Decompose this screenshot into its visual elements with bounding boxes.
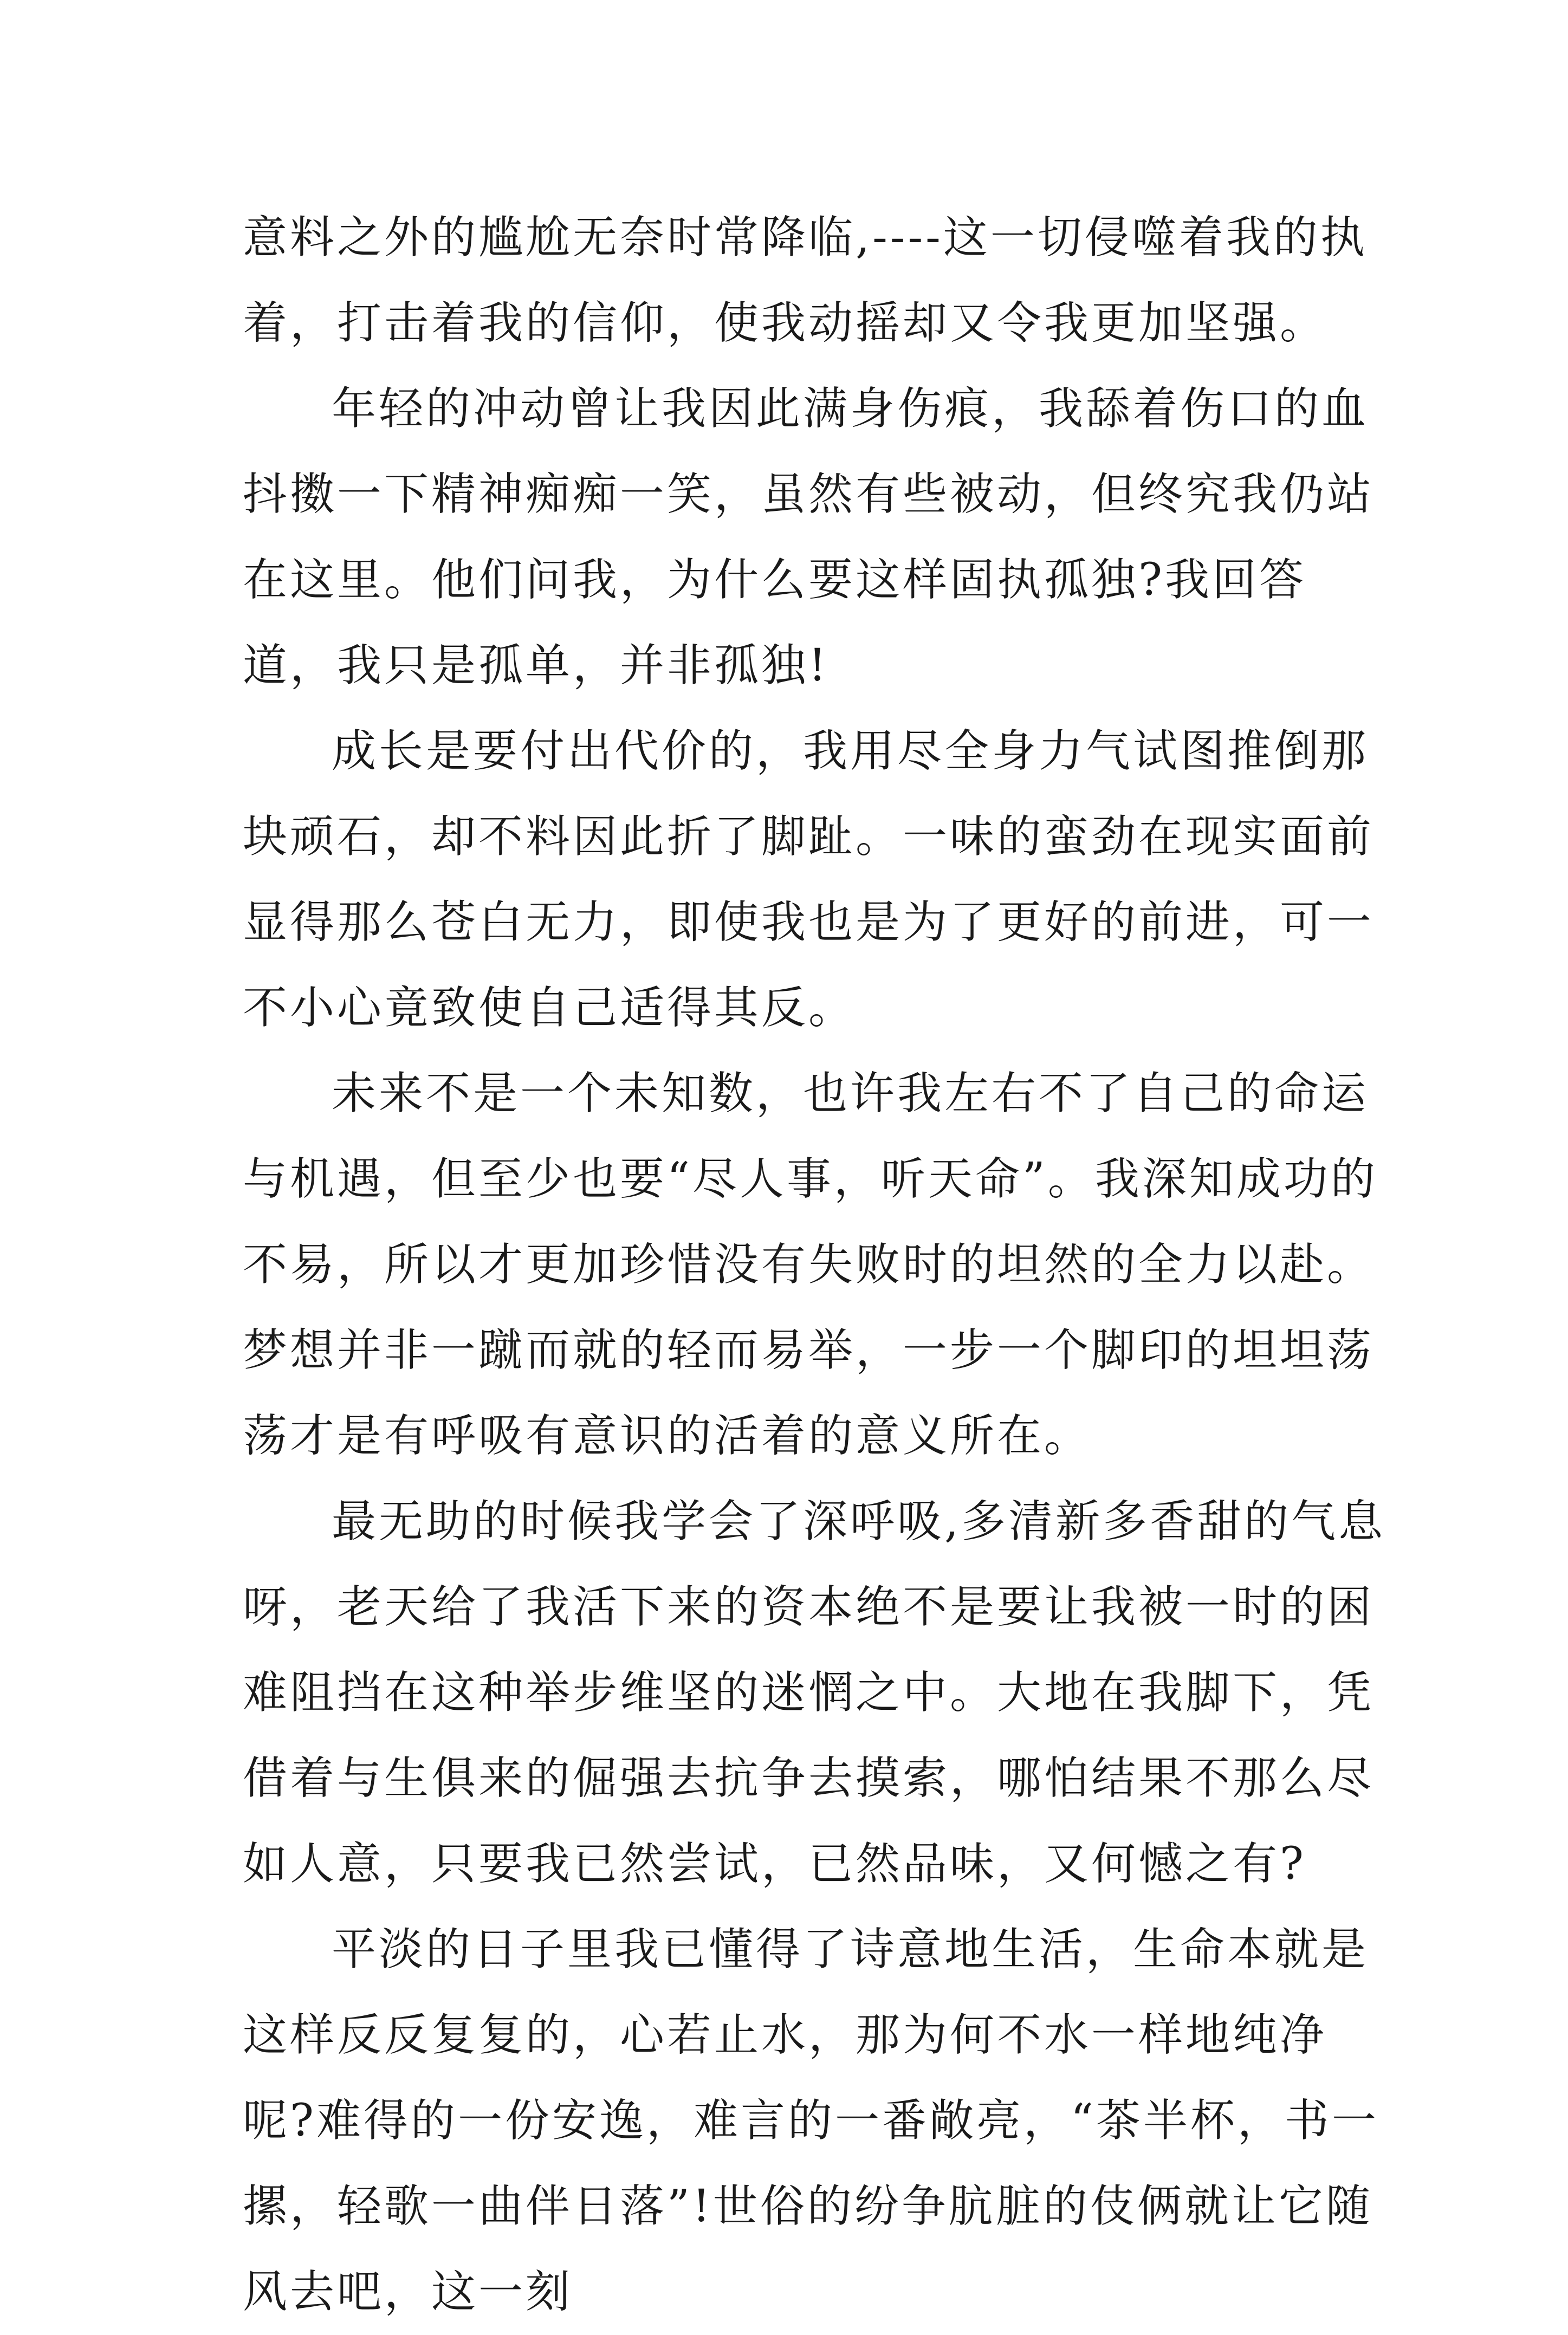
body-text — [243, 195, 1391, 2335]
paragraph: 最无助的时候我学会了深呼吸,多清新多香甜的气息呀，老天给了我活下来的资本绝不是要让我被一时的困难阻挡在这种举步维坚的迷惘之中。大地在我脚下，凭借着与生俱来的倔强去抗争去摸索，哪怕结果不那么尽如人意，只要我已然尝试，已然品味，又何憾之有? — [243, 1496, 1386, 1890]
paragraph: 未来不是一个未知数，也许我左右不了自己的命运与机遇，但至少也要“尽人事，听天命”。我深知成功的不易，所以才更加珍惜没有失败时的坦然的全力以赴。梦想并非一蹴而就的轻而易举，一步一个脚印的坦坦荡荡才是有呼吸有意识的活着的意义所在。 — [243, 1068, 1378, 1462]
paragraph: 平淡的日子里我已懂得了诗意地生活，生命本就是这样反反复复的，心若止水，那为何不水一样地纯净呢?难得的一份安逸，难言的一番敞亮，“茶半杯，书一摞，轻歌一曲伴日落”!世俗的纷争肮脏的伎俩就让它随风去吧，这一刻 — [243, 1924, 1379, 2318]
paragraph: 成长是要付出代价的，我用尽全身力气试图推倒那块顽石，却不料因此折了脚趾。一味的蛮劲在现实面前显得那么苍白无力，即使我也是为了更好的前进，可一不小心竟致使自己适得其反。 — [243, 725, 1375, 1034]
paragraph: 年轻的冲动曾让我因此满身伤痕，我舔着伤口的血抖擞一下精神痴痴一笑，虽然有些被动，但终究我仍站在这里。他们问我，为什么要这样固执孤独?我回答道，我只是孤单，并非孤独! — [243, 383, 1375, 691]
paragraph: 意料之外的尴尬无奈时常降临,----这一切侵噬着我的执着，打击着我的信仰，使我动摇却又令我更加坚强。 — [243, 212, 1368, 349]
